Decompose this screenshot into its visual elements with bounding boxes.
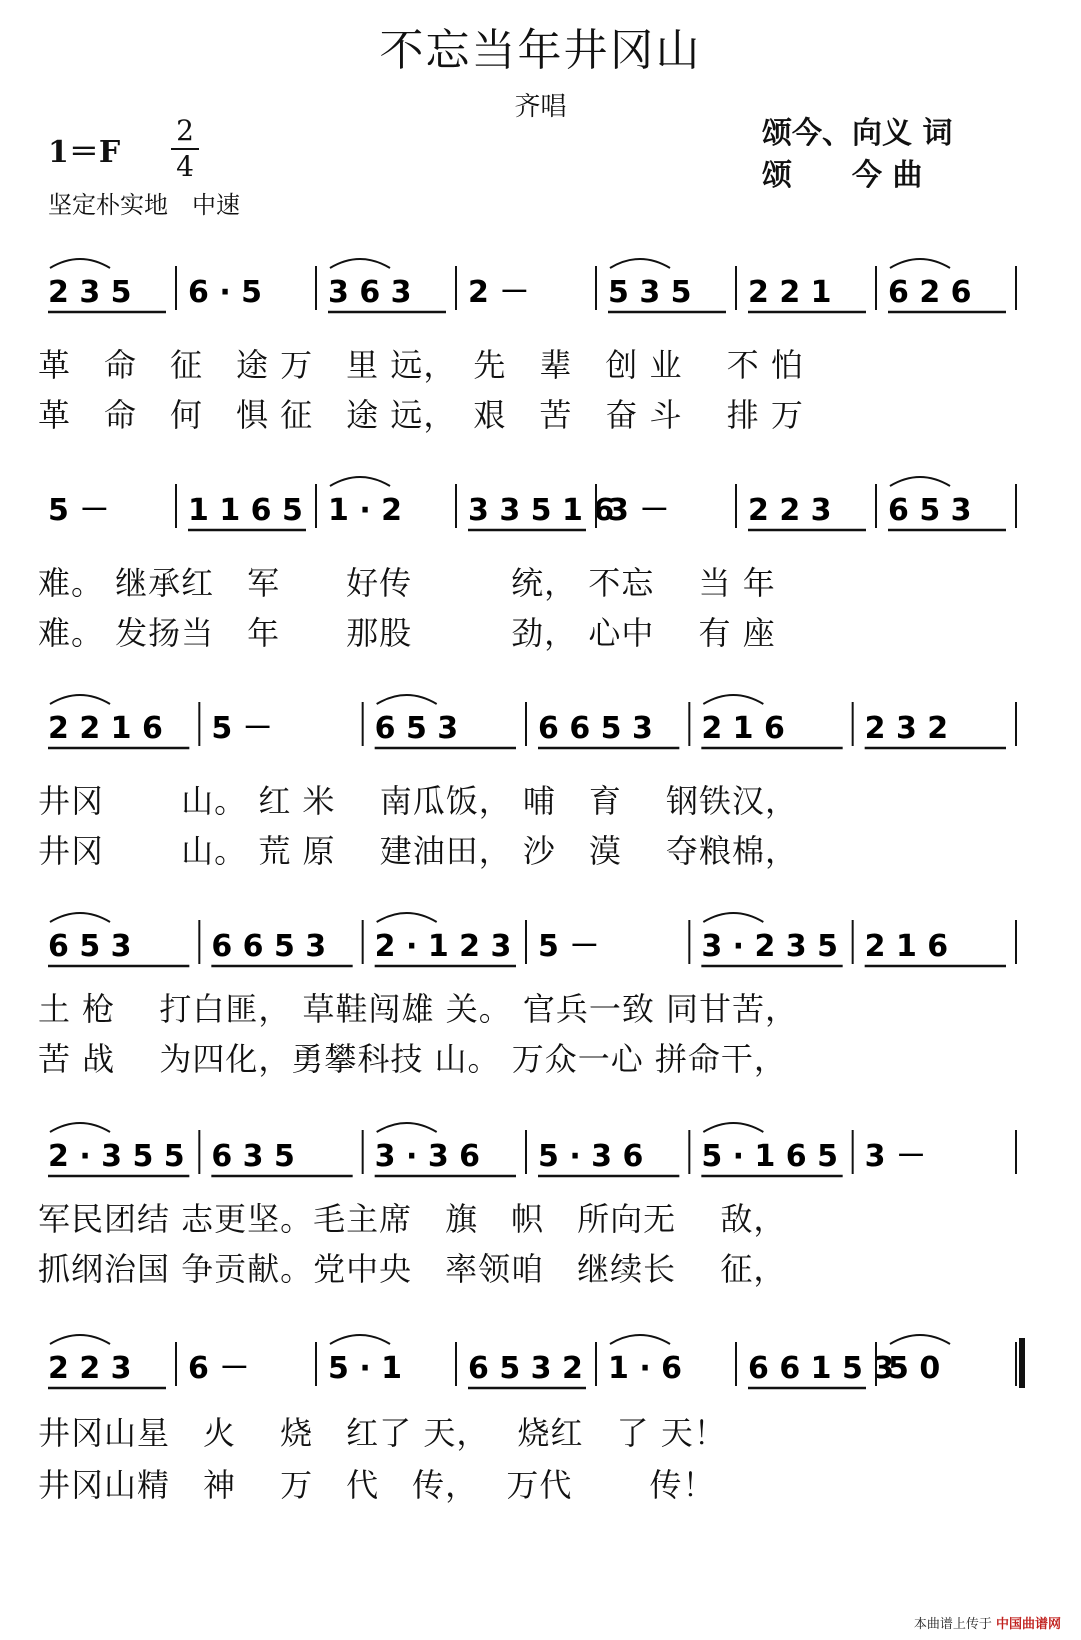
slur-arc — [330, 1335, 390, 1344]
measure-notes: 5 3 5 — [608, 275, 692, 310]
measure-notes: 2 2 1 — [748, 275, 832, 310]
slur-arc — [330, 259, 390, 268]
notation-svg — [0, 458, 1081, 548]
slur-arc — [377, 1123, 437, 1132]
performance-style: 齐唱 — [514, 92, 567, 122]
measure-notes: 6 2 6 — [888, 275, 972, 310]
measure-notes: 5 － — [48, 493, 110, 528]
measure-notes: 6 5 3 2 — [468, 1351, 583, 1386]
footer-prefix: 本曲谱上传于 — [913, 1617, 992, 1632]
measure-notes: 6 － — [188, 1351, 250, 1386]
slur-arc — [377, 695, 437, 704]
slur-arc — [703, 695, 763, 704]
notes-line — [0, 240, 1081, 330]
measure-notes: 6 · 5 — [188, 275, 263, 310]
lyric-verse-1: 革 命 征 途 万 里 远， 先 辈 创 业 不 怕 — [38, 346, 804, 384]
lyricist-credit: 颂今、向义 词 — [762, 116, 953, 151]
measure-notes: 1 · 2 — [328, 493, 403, 528]
measure-notes: 2 2 3 — [48, 1351, 132, 1386]
notes-line — [0, 676, 1081, 766]
measure-notes: 2 · 1 2 3 — [374, 929, 512, 964]
measure-notes: 2 3 5 — [48, 275, 132, 310]
lyric-verse-2: 难。 发扬当 年 那股 劲， 心中 有 座 — [38, 614, 776, 652]
measure-notes: 5 0 — [888, 1351, 941, 1386]
measure-notes: 3 3 5 1 6 — [468, 493, 615, 528]
measure-notes: 5 · 3 6 — [538, 1139, 644, 1174]
measure-notes: 2 · 3 5 5 — [48, 1139, 185, 1174]
notation-svg — [0, 676, 1081, 766]
slur-arc — [330, 477, 390, 486]
measure-notes: 6 5 3 — [374, 711, 459, 746]
slur-arc — [703, 1123, 763, 1132]
notation-svg — [0, 240, 1081, 330]
measure-notes: 3 · 3 6 — [374, 1139, 481, 1174]
lyric-verse-2: 抓纲治国 争贡献。党中央 率领咱 继续长 征， — [38, 1250, 787, 1288]
slur-arc — [610, 1335, 670, 1344]
lyric-verse-1: 难。 继承红 军 好传 统， 不忘 当 年 — [38, 564, 776, 602]
measure-notes: 3 6 3 — [328, 275, 412, 310]
lyric-verse-1: 井冈山星 火 烧 红了 天， 烧红 了 天！ — [38, 1414, 727, 1452]
footer-site: 中国曲谱网 — [995, 1617, 1061, 1632]
measure-notes: 2 1 6 — [701, 711, 785, 746]
measure-notes: 6 5 3 — [888, 493, 972, 528]
measure-notes: 1 1 6 5 — [188, 493, 303, 528]
measure-notes: 3 － — [864, 1139, 926, 1174]
lyric-verse-1: 土 枪 打白匪， 草鞋闯雄 关。 官兵一致 同甘苦， — [38, 990, 799, 1028]
notes-line — [0, 894, 1081, 984]
time-signature — [165, 116, 205, 182]
slur-arc — [610, 259, 670, 268]
lyric-verse-2: 井冈山精 神 万 代 传， 万代 传！ — [38, 1466, 716, 1504]
lyric-verse-2: 革 命 何 惧 征 途 远， 艰 苦 奋 斗 排 万 — [38, 396, 804, 434]
slur-arc — [50, 259, 110, 268]
measure-notes: 6 5 3 — [48, 929, 132, 964]
notes-line — [0, 1104, 1081, 1194]
measure-notes: 2 2 1 6 — [48, 711, 163, 746]
slur-arc — [890, 1335, 950, 1344]
song-title: 不忘当年井冈山 — [379, 25, 702, 76]
footer-credit — [914, 1613, 1061, 1632]
lyric-verse-1: 井冈 山。 红 米 南瓜饭， 哺 育 钢铁汉， — [38, 782, 799, 820]
measure-notes: 2 － — [468, 275, 530, 310]
slur-arc — [890, 259, 950, 268]
slur-arc — [50, 913, 110, 922]
lyric-verse-2: 苦 战 为四化，勇攀科技 山。 万众一心 拼命干， — [38, 1040, 787, 1078]
measure-notes: 2 1 6 — [864, 929, 949, 964]
measure-notes: 6 6 5 3 — [211, 929, 327, 964]
lyric-verse-2: 井冈 山。 荒 原 建油田， 沙 漠 夺粮棉， — [38, 832, 799, 870]
measure-notes: 5 · 1 — [328, 1351, 403, 1386]
key-signature: 1＝F — [48, 135, 121, 170]
measure-notes: 5 － — [211, 711, 273, 746]
notation-svg — [0, 1316, 1081, 1406]
measure-notes: 3 － — [608, 493, 670, 528]
slur-arc — [50, 1335, 110, 1344]
measure-notes: 5 － — [538, 929, 600, 964]
slur-arc — [50, 1123, 110, 1132]
measure-notes: 5 · 1 6 5 — [701, 1139, 839, 1174]
slur-arc — [50, 695, 110, 704]
measure-notes: 6 6 1 5 3 — [748, 1351, 895, 1386]
tempo-marking: 坚定朴实地 中速 — [48, 191, 240, 219]
notation-svg — [0, 894, 1081, 984]
measure-notes: 1 · 6 — [608, 1351, 683, 1386]
slur-arc — [377, 913, 437, 922]
notes-line — [0, 1316, 1081, 1406]
measure-notes: 2 3 2 — [864, 711, 949, 746]
meter-top: 2 — [176, 114, 194, 147]
notation-svg — [0, 1104, 1081, 1194]
meter-bottom: 4 — [176, 150, 194, 183]
measure-notes: 3 · 2 3 5 — [701, 929, 839, 964]
lyric-verse-1: 军民团结 志更坚。毛主席 旗 帜 所向无 敌， — [38, 1200, 787, 1238]
notes-line — [0, 458, 1081, 548]
composer-credit: 颂 今 曲 — [762, 158, 923, 193]
slur-arc — [890, 477, 950, 486]
measure-notes: 2 2 3 — [748, 493, 832, 528]
slur-arc — [703, 913, 763, 922]
measure-notes: 6 3 5 — [211, 1139, 295, 1174]
measure-notes: 6 6 5 3 — [538, 711, 653, 746]
